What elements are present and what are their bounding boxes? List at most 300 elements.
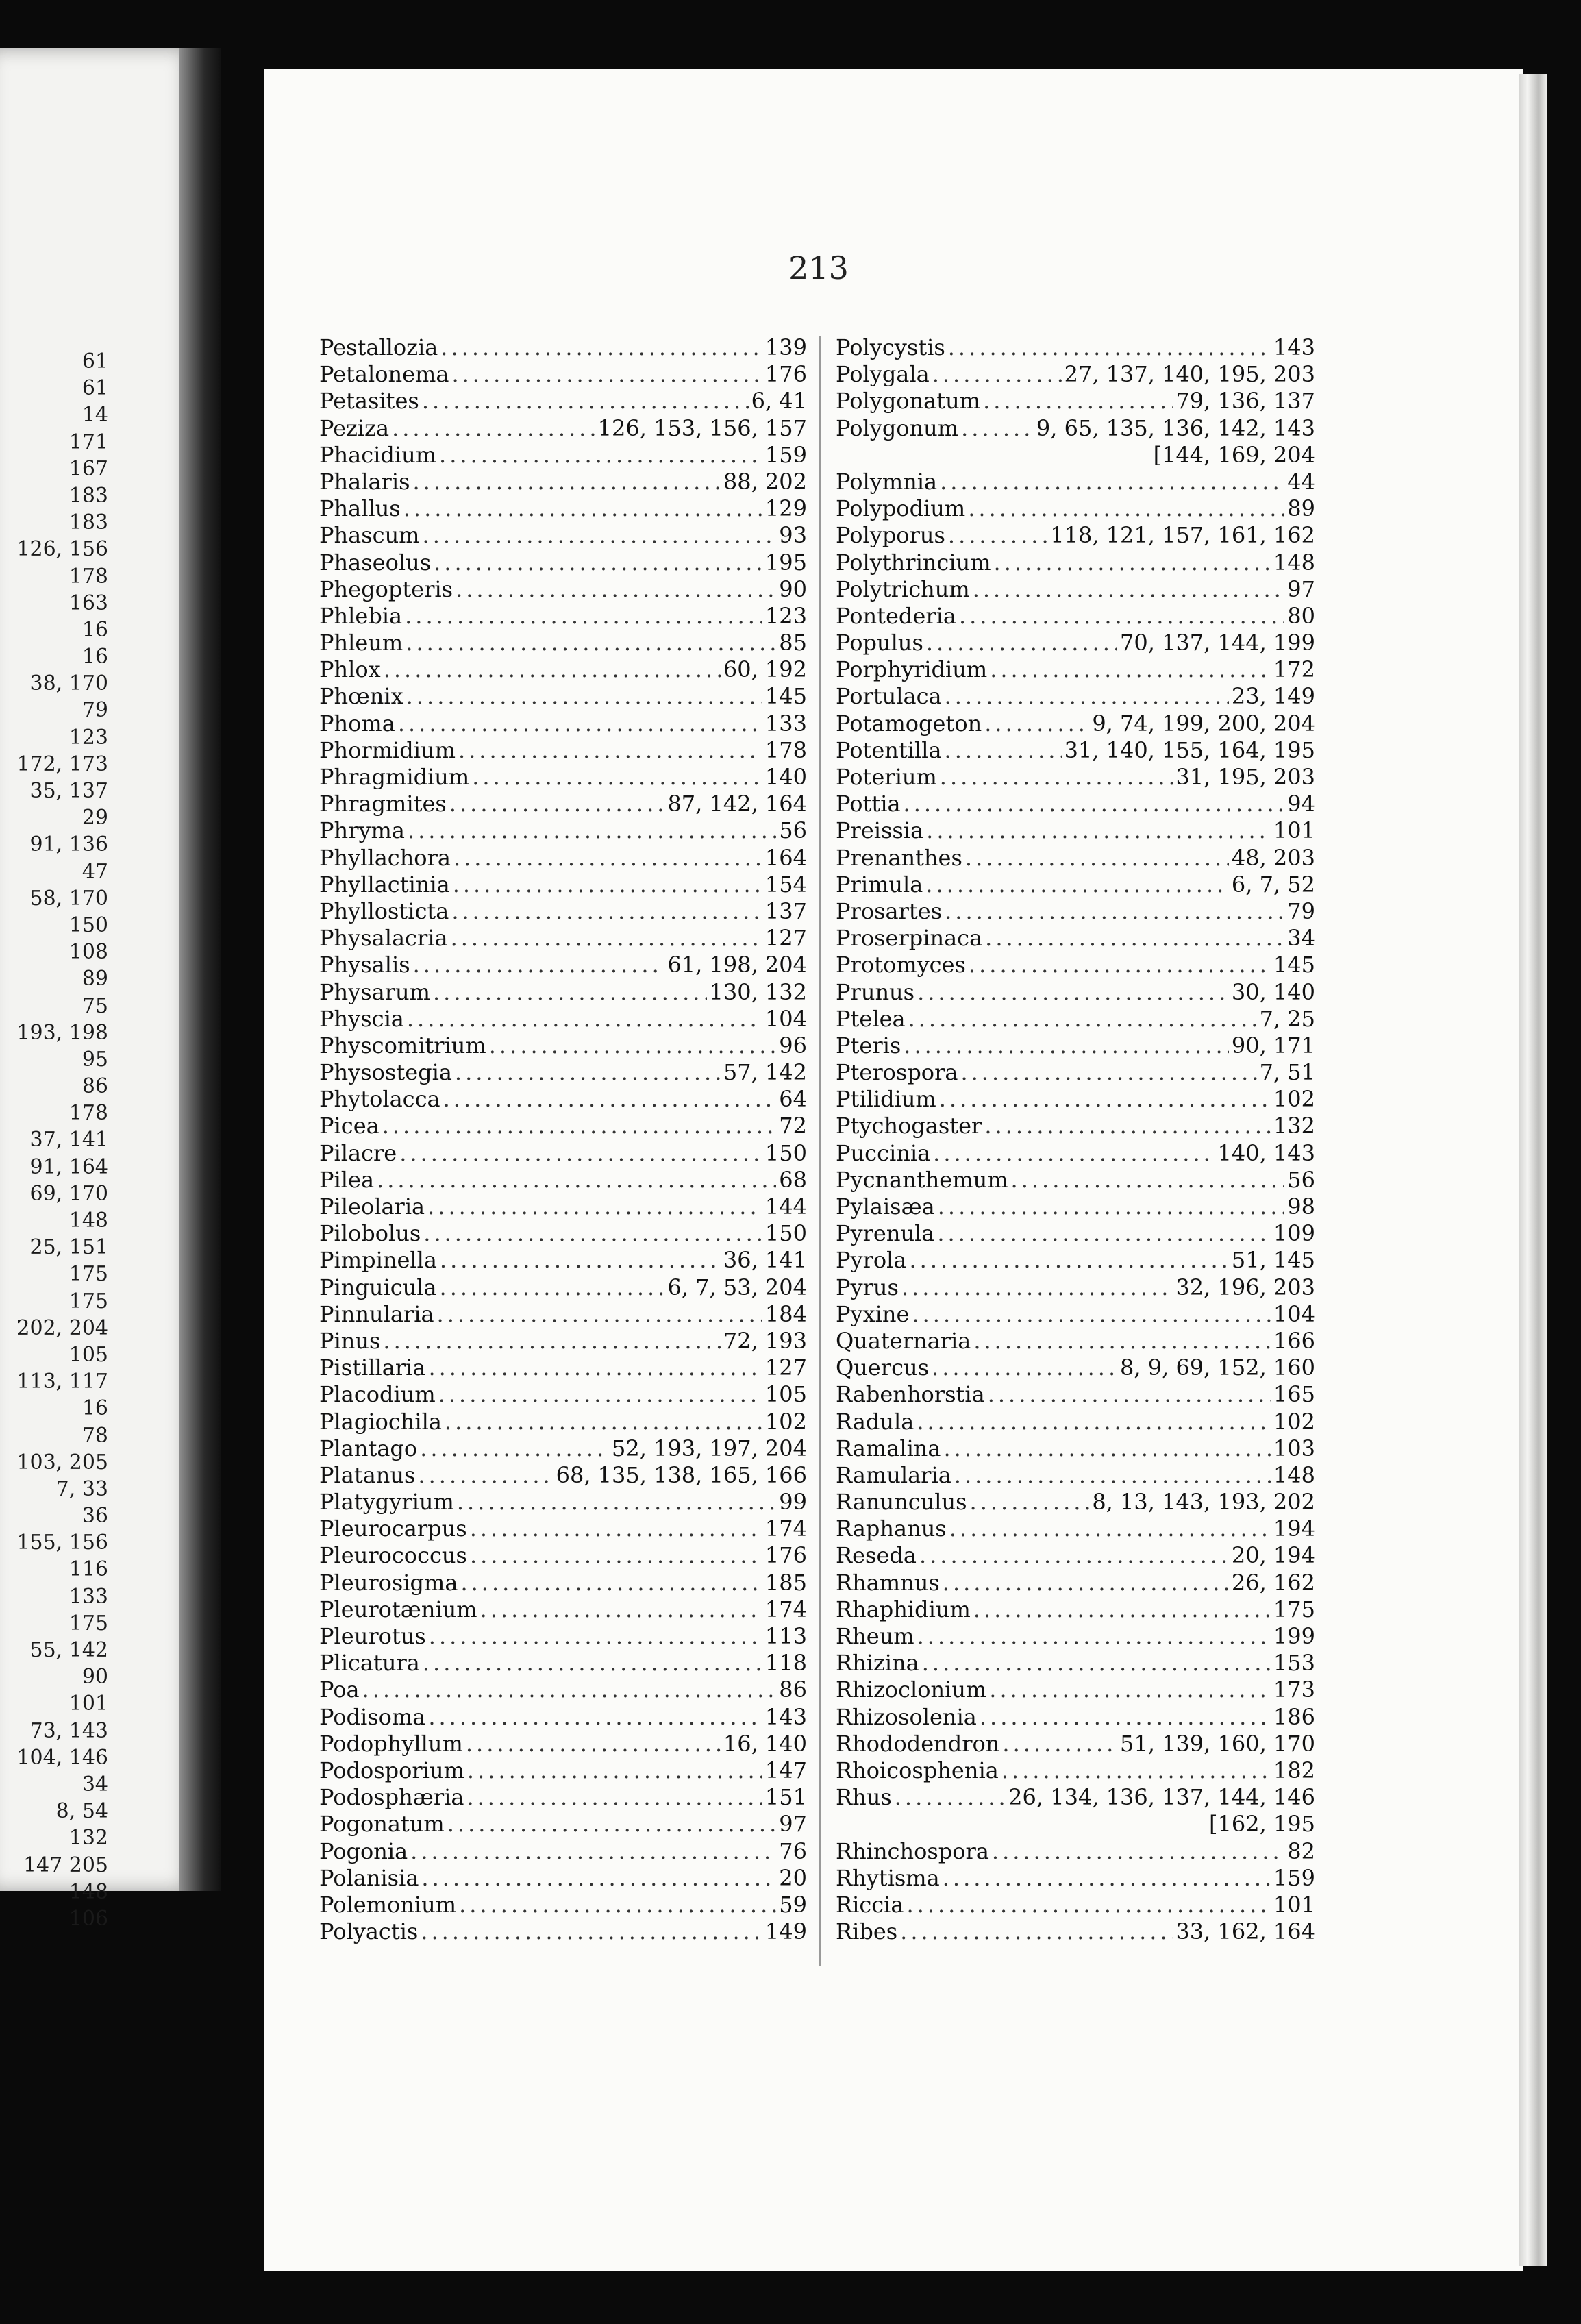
entry-name: Pilea xyxy=(319,1166,375,1193)
entry-pages: 150 xyxy=(764,1139,807,1166)
entry-pages: 87, 142, 164 xyxy=(667,791,807,817)
entry-pages: 57, 142 xyxy=(723,1059,807,1086)
entry-name: Physcomitrium xyxy=(319,1032,486,1059)
page-edge xyxy=(1519,74,1547,2266)
index-entry xyxy=(319,737,807,764)
dot-leader xyxy=(973,1596,1271,1623)
dot-leader xyxy=(990,656,1271,683)
entry-pages: 139 xyxy=(764,334,807,360)
index-entry xyxy=(319,1677,807,1703)
entry-pages: 79 xyxy=(1287,898,1315,924)
dot-leader xyxy=(992,1838,1284,1865)
entry-pages: 199 xyxy=(1273,1623,1315,1649)
facing-entry-pages: 123 xyxy=(69,725,108,750)
entry-name: Pilacre xyxy=(319,1139,397,1166)
entry-pages: 145 xyxy=(1273,952,1315,978)
dot-leader xyxy=(434,549,762,576)
entry-pages: 151 xyxy=(764,1784,807,1811)
dot-leader xyxy=(948,334,1271,361)
facing-entry-pages: 8, 54 xyxy=(55,1799,108,1824)
index-entry xyxy=(836,1542,1315,1569)
entry-pages: 64 xyxy=(779,1086,807,1113)
entry-pages: 7, 51 xyxy=(1259,1059,1315,1086)
entry-name: Phascum xyxy=(319,522,420,549)
entry-pages: 16, 140 xyxy=(723,1730,807,1757)
index-entry xyxy=(319,1623,807,1650)
entry-pages: 8, 9, 69, 152, 160 xyxy=(1120,1355,1315,1381)
entry-name: Pleurococcus xyxy=(319,1542,467,1569)
index-entry xyxy=(836,1113,1315,1139)
index-entry xyxy=(836,1570,1315,1596)
dot-leader xyxy=(945,737,1062,764)
entry-pages: 176 xyxy=(764,361,807,388)
dot-leader xyxy=(467,1757,762,1784)
facing-entry-pages: 193, 198 xyxy=(16,1020,108,1045)
index-entry xyxy=(836,1650,1315,1677)
entry-pages: 172 xyxy=(1273,656,1315,683)
dot-leader xyxy=(377,1167,776,1194)
entry-name: Porphyridium xyxy=(836,656,988,683)
dot-leader xyxy=(917,979,1229,1006)
dot-leader xyxy=(398,710,762,737)
entry-name: Ptelea xyxy=(836,1005,906,1032)
entry-pages: 174 xyxy=(764,1516,807,1542)
entry-name: Rhaphidium xyxy=(836,1596,971,1622)
entry-pages: 51, 145 xyxy=(1231,1247,1315,1274)
dot-leader xyxy=(909,1247,1228,1274)
index-entry xyxy=(319,630,807,656)
entry-name: Polygonum xyxy=(836,415,959,441)
index-entry xyxy=(836,1220,1315,1247)
index-entry xyxy=(836,1194,1315,1220)
entry-name: Petasites xyxy=(319,388,419,415)
dot-leader xyxy=(420,1435,609,1462)
dot-leader xyxy=(926,630,1117,656)
facing-entry-pages: 175 xyxy=(69,1262,108,1287)
index-entry xyxy=(836,603,1315,630)
entry-pages: 60, 192 xyxy=(723,656,807,683)
facing-entry-pages: 183 xyxy=(69,510,108,535)
entry-name: Pontederia xyxy=(836,602,956,629)
entry-name: Pestallozia xyxy=(319,334,438,360)
entry-pages: 56 xyxy=(779,817,807,844)
index-entry xyxy=(836,1462,1315,1489)
dot-leader xyxy=(939,1086,1271,1113)
index-entry-continuation xyxy=(836,442,1315,469)
index-entry xyxy=(319,361,807,388)
dot-leader xyxy=(489,1033,777,1059)
entry-name: Phœnix xyxy=(319,683,403,710)
entry-pages: 6, 7, 52 xyxy=(1231,871,1315,898)
index-entry xyxy=(836,1865,1315,1892)
dot-leader xyxy=(440,334,762,361)
dot-leader xyxy=(895,1784,1006,1811)
index-entry xyxy=(319,1140,807,1167)
entry-pages: 61, 198, 204 xyxy=(667,952,807,978)
entry-pages: 6, 41 xyxy=(751,388,807,415)
facing-entry-pages: 16 xyxy=(82,1396,108,1421)
index-entry xyxy=(836,1489,1315,1516)
facing-entry-pages: 175 xyxy=(69,1611,108,1635)
entry-name: Rhoicosphenia xyxy=(836,1757,999,1783)
entry-pages: 20 xyxy=(779,1864,807,1891)
entry-pages: 94 xyxy=(1287,791,1315,817)
dot-leader xyxy=(919,1542,1229,1569)
index-entry xyxy=(319,1516,807,1542)
dot-leader xyxy=(451,898,762,925)
facing-entry-pages: 183 xyxy=(69,483,108,508)
entry-name: Pilobolus xyxy=(319,1220,421,1247)
entry-name: Rhododendron xyxy=(836,1730,1000,1757)
index-entry xyxy=(319,1704,807,1731)
entry-pages: 44 xyxy=(1287,468,1315,495)
index-entry xyxy=(836,710,1315,737)
entry-pages: 182 xyxy=(1273,1757,1315,1783)
entry-pages: 97 xyxy=(1287,576,1315,602)
dot-leader xyxy=(412,469,720,495)
index-entry xyxy=(836,1328,1315,1355)
index-entry xyxy=(836,1596,1315,1623)
book-gutter xyxy=(179,48,221,1891)
dot-leader xyxy=(961,415,1034,442)
entry-name: Prosartes xyxy=(836,898,943,924)
index-entry xyxy=(836,576,1315,603)
index-entry xyxy=(836,979,1315,1006)
entry-name: Pinguicula xyxy=(319,1274,437,1300)
entry-name: Pimpinella xyxy=(319,1247,437,1274)
index-entry xyxy=(319,603,807,630)
facing-entry-pages: 178 xyxy=(69,564,108,589)
index-entry xyxy=(319,1489,807,1516)
dot-leader xyxy=(466,1731,721,1757)
entry-name: Pyxine xyxy=(836,1300,910,1327)
index-entry xyxy=(319,1757,807,1784)
dot-leader xyxy=(466,1784,762,1811)
index-entry xyxy=(319,334,807,361)
entry-name: Rhinchospora xyxy=(836,1838,989,1864)
entry-pages: 102 xyxy=(764,1408,807,1435)
dot-leader xyxy=(973,576,1285,603)
dot-leader xyxy=(405,603,762,630)
index-entry xyxy=(319,710,807,737)
facing-entry-pages: 86 xyxy=(82,1074,108,1099)
facing-entry-pages: 16 xyxy=(82,645,108,669)
entry-pages: 186 xyxy=(1273,1703,1315,1730)
index-entry xyxy=(836,656,1315,683)
entry-name: Physalis xyxy=(319,952,410,978)
index-entry xyxy=(836,898,1315,925)
entry-name: Portulaca xyxy=(836,683,942,710)
facing-entry-pages: 38, 170 xyxy=(29,671,108,696)
index-entry xyxy=(319,1167,807,1194)
facing-entry-pages: 133 xyxy=(69,1584,108,1609)
entry-name: Puccinia xyxy=(836,1139,931,1166)
index-entry xyxy=(836,683,1315,710)
facing-entry-pages: 175 xyxy=(69,1289,108,1313)
dot-leader xyxy=(472,764,762,791)
entry-name: Pleurocarpus xyxy=(319,1516,467,1542)
index-entry xyxy=(319,1892,807,1918)
dot-leader xyxy=(407,1006,762,1033)
dot-leader xyxy=(440,1247,721,1274)
dot-leader xyxy=(437,1301,762,1328)
index-entry xyxy=(836,1516,1315,1542)
dot-leader xyxy=(429,1623,762,1650)
index-entry xyxy=(836,1838,1315,1865)
entry-name: Rhizosolenia xyxy=(836,1703,977,1730)
entry-name: Phlebia xyxy=(319,602,403,629)
dot-leader xyxy=(908,1006,1257,1033)
dot-leader xyxy=(423,1220,762,1247)
index-entry xyxy=(319,1918,807,1945)
facing-entry-pages: 7, 33 xyxy=(55,1476,108,1501)
entry-pages: 154 xyxy=(764,871,807,898)
dot-leader xyxy=(973,1328,1271,1355)
facing-entry-pages: 108 xyxy=(69,940,108,965)
dot-leader xyxy=(453,845,762,872)
index-entry xyxy=(319,495,807,522)
facing-entry-pages: 47 xyxy=(82,859,108,884)
entry-pages: 173 xyxy=(1273,1677,1315,1703)
dot-leader xyxy=(900,1918,1173,1945)
entry-name: Radula xyxy=(836,1408,914,1435)
index-entry xyxy=(319,1274,807,1301)
index-entry xyxy=(319,1731,807,1757)
facing-entry-pages: 61 xyxy=(82,349,108,373)
index-entry xyxy=(836,1274,1315,1301)
dot-leader xyxy=(904,791,1285,817)
facing-entry-pages: 147 205 xyxy=(23,1853,108,1877)
entry-name: Picea xyxy=(319,1113,379,1139)
entry-name: Rhamnus xyxy=(836,1569,940,1596)
entry-name: Polypodium xyxy=(836,495,966,522)
entry-name: Podosporium xyxy=(319,1757,464,1783)
facing-entry-pages: 95 xyxy=(82,1047,108,1072)
dot-leader xyxy=(983,388,1173,415)
index-entry xyxy=(319,549,807,576)
index-entry xyxy=(836,1247,1315,1274)
dot-leader xyxy=(943,1865,1271,1892)
facing-entry-pages: 61 xyxy=(82,376,108,401)
index-entry xyxy=(836,1704,1315,1731)
entry-pages: 59 xyxy=(779,1891,807,1918)
entry-name: Phegopteris xyxy=(319,576,453,602)
entry-name: Quercus xyxy=(836,1355,930,1381)
entry-pages: 52, 193, 197, 204 xyxy=(612,1435,807,1461)
dot-leader xyxy=(943,1570,1229,1596)
index-entry xyxy=(319,791,807,817)
index-entry xyxy=(836,388,1315,415)
entry-pages: 159 xyxy=(1273,1864,1315,1891)
entry-name: Phalaris xyxy=(319,468,410,495)
entry-name: Riccia xyxy=(836,1891,904,1918)
dot-leader xyxy=(459,1892,776,1918)
index-entry xyxy=(319,817,807,844)
facing-entry-pages: 91, 136 xyxy=(29,832,108,857)
index-column-left xyxy=(319,334,807,1945)
index-entry xyxy=(319,1409,807,1435)
entry-pages: 68 xyxy=(779,1166,807,1193)
facing-entry-pages: 202, 204 xyxy=(16,1315,108,1340)
dot-leader xyxy=(949,1516,1271,1542)
index-entry xyxy=(319,1811,807,1838)
entry-pages: 140 xyxy=(764,764,807,790)
dot-leader xyxy=(423,1650,762,1677)
dot-leader xyxy=(926,817,1271,844)
entry-name: Pycnanthemum xyxy=(836,1166,1008,1193)
entry-pages: 102 xyxy=(1273,1408,1315,1435)
entry-name: Pogonia xyxy=(319,1838,408,1864)
entry-pages: [162, 195 xyxy=(1209,1811,1315,1838)
entry-pages: 99 xyxy=(779,1489,807,1516)
index-entry xyxy=(319,522,807,549)
column-divider xyxy=(819,336,821,1966)
dot-leader xyxy=(912,1301,1270,1328)
entry-pages: 96 xyxy=(779,1032,807,1059)
index-entry xyxy=(836,872,1315,898)
dot-leader xyxy=(455,1059,721,1086)
entry-name: Proserpinaca xyxy=(836,925,983,952)
entry-pages: 34 xyxy=(1287,925,1315,952)
index-entry xyxy=(319,872,807,898)
facing-entry-pages: 34 xyxy=(82,1772,108,1796)
facing-entry-pages: 155, 156 xyxy=(16,1531,108,1555)
entry-pages: 68, 135, 138, 165, 166 xyxy=(556,1461,807,1488)
facing-entry-pages: 150 xyxy=(69,913,108,937)
entry-name: Rhytisma xyxy=(836,1864,940,1891)
facing-entry-pages: 113, 117 xyxy=(16,1370,108,1394)
entry-name: Phacidium xyxy=(319,441,437,468)
facing-entry-pages: 58, 170 xyxy=(29,886,108,911)
entry-pages: 130, 132 xyxy=(709,978,807,1005)
facing-entry-pages: 36 xyxy=(82,1504,108,1529)
entry-pages: 178 xyxy=(764,737,807,763)
entry-name: Pleurotænium xyxy=(319,1596,477,1622)
index-entry xyxy=(319,1328,807,1355)
entry-name: Protomyces xyxy=(836,952,966,978)
entry-name: Potentilla xyxy=(836,737,942,763)
entry-name: Prenanthes xyxy=(836,844,962,871)
entry-name: Phallus xyxy=(319,495,401,522)
index-entry xyxy=(836,1409,1315,1435)
entry-pages: 85 xyxy=(779,630,807,656)
entry-name: Ramalina xyxy=(836,1435,941,1461)
entry-pages: 70, 137, 144, 199 xyxy=(1120,630,1315,656)
index-entry xyxy=(319,656,807,683)
entry-name: Pinus xyxy=(319,1327,381,1354)
index-entry xyxy=(319,1435,807,1462)
index-entry xyxy=(319,1086,807,1113)
index-entry xyxy=(319,576,807,603)
dot-leader xyxy=(451,361,762,388)
dot-leader xyxy=(937,1220,1271,1247)
dot-leader xyxy=(421,1865,776,1892)
entry-pages: 148 xyxy=(1273,549,1315,576)
facing-entry-pages: 126, 156 xyxy=(16,537,108,562)
index-entry xyxy=(836,334,1315,361)
index-entry xyxy=(319,898,807,925)
dot-leader xyxy=(451,925,762,952)
dot-leader xyxy=(985,925,1284,952)
entry-name: Rhizoclonium xyxy=(836,1677,987,1703)
entry-name: Potamogeton xyxy=(836,710,982,737)
index-entry xyxy=(319,469,807,495)
entry-pages: 164 xyxy=(764,844,807,871)
index-entry xyxy=(319,442,807,469)
dot-leader xyxy=(970,1489,1090,1516)
entry-name: Reseda xyxy=(836,1542,917,1569)
entry-pages: 89 xyxy=(1287,495,1315,522)
entry-name: Rhus xyxy=(836,1784,892,1811)
dot-leader xyxy=(362,1677,777,1703)
dot-leader xyxy=(428,1704,762,1731)
facing-entry-pages: 163 xyxy=(69,591,108,615)
entry-pages: 36, 141 xyxy=(723,1247,807,1274)
index-entry xyxy=(319,1462,807,1489)
entry-pages: 185 xyxy=(764,1569,807,1596)
dot-leader xyxy=(460,1570,762,1596)
facing-entry-pages: 89 xyxy=(82,967,108,991)
index-entry xyxy=(319,1650,807,1677)
entry-name: Rhizina xyxy=(836,1650,919,1677)
dot-leader xyxy=(938,1194,1285,1220)
entry-pages: 80 xyxy=(1287,602,1315,629)
entry-name: Quaternaria xyxy=(836,1327,971,1354)
index-entry xyxy=(836,1757,1315,1784)
entry-pages: 165 xyxy=(1273,1381,1315,1408)
index-entry xyxy=(836,791,1315,817)
entry-pages: 104 xyxy=(764,1005,807,1032)
index-entry xyxy=(319,1838,807,1865)
dot-leader xyxy=(458,737,762,764)
entry-pages: 26, 162 xyxy=(1231,1569,1315,1596)
index-entry xyxy=(836,1086,1315,1113)
entry-name: Pinnularia xyxy=(319,1300,434,1327)
dot-leader xyxy=(940,764,1173,791)
entry-name: Phytolacca xyxy=(319,1086,440,1113)
entry-name: Ptilidium xyxy=(836,1086,936,1113)
entry-name: Platygyrium xyxy=(319,1489,454,1516)
entry-pages: 27, 137, 140, 195, 203 xyxy=(1064,361,1315,388)
dot-leader xyxy=(470,1516,762,1542)
entry-pages: 127 xyxy=(764,925,807,952)
dot-leader xyxy=(480,1596,762,1623)
entry-pages: 86 xyxy=(779,1677,807,1703)
entry-name: Ptychogaster xyxy=(836,1113,982,1139)
entry-name: Pleurosigma xyxy=(319,1569,458,1596)
entry-name: Raphanus xyxy=(836,1516,947,1542)
entry-name: Pileolaria xyxy=(319,1194,425,1220)
dot-leader xyxy=(994,549,1271,576)
entry-pages: 72 xyxy=(779,1113,807,1139)
entry-name: Ranunculus xyxy=(836,1489,967,1516)
facing-entry-pages: 25, 151 xyxy=(29,1235,108,1260)
dot-leader xyxy=(433,979,707,1006)
entry-name: Ribes xyxy=(836,1918,898,1945)
index-entry xyxy=(319,1596,807,1623)
dot-leader xyxy=(439,442,762,469)
dot-leader xyxy=(408,817,776,844)
entry-pages: 143 xyxy=(764,1703,807,1730)
index-entry xyxy=(836,1167,1315,1194)
index-entry xyxy=(319,764,807,791)
dot-leader xyxy=(418,1462,553,1489)
facing-entry-pages: 171 xyxy=(69,430,108,454)
entry-name: Plicatura xyxy=(319,1650,420,1677)
entry-pages: 145 xyxy=(764,683,807,710)
entry-pages: 140, 143 xyxy=(1217,1139,1315,1166)
facing-entry-pages: 101 xyxy=(69,1692,108,1716)
